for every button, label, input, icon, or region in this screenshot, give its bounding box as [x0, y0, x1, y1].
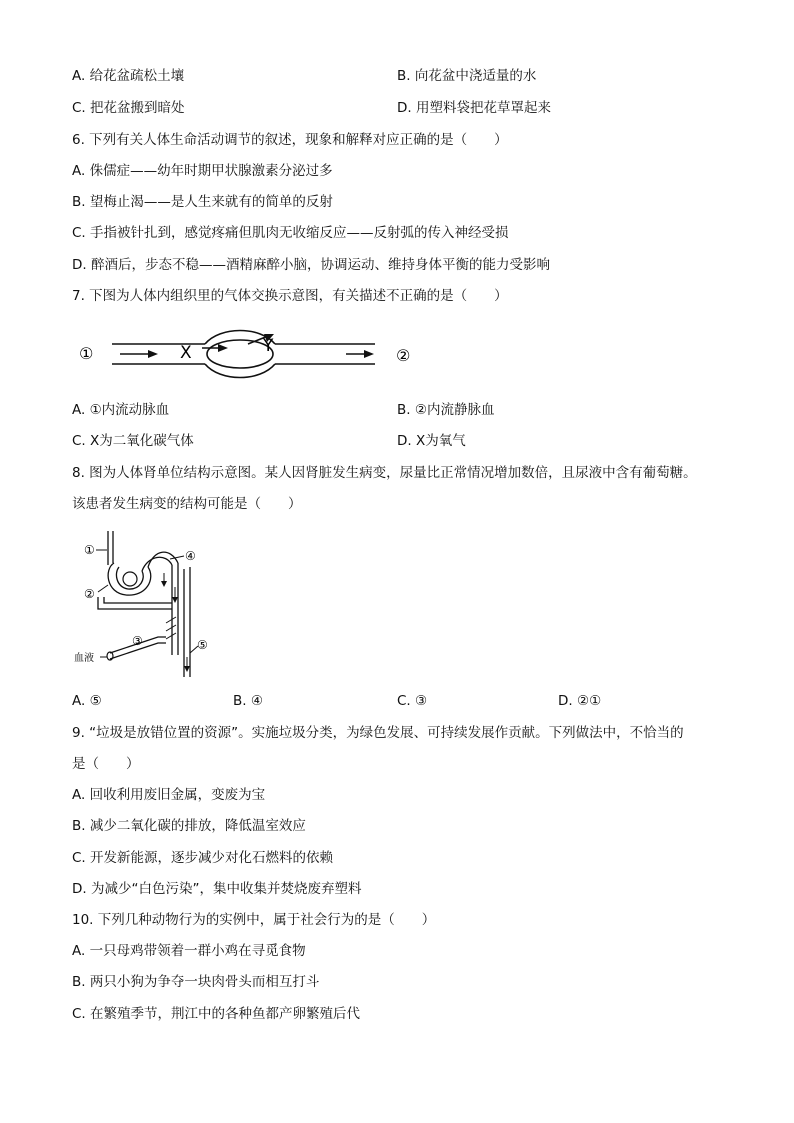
- q8-stem-line2: 该患者发生病变的结构可能是（ ）: [72, 496, 302, 512]
- gas-exchange-diagram: [70, 318, 420, 390]
- q7-option-a: A. ①内流动脉血: [72, 402, 170, 418]
- q7-option-c: C. X为二氧化碳气体: [72, 433, 194, 449]
- nephron-label-1: ①: [84, 543, 95, 557]
- q6-option-c: C. 手指被针扎到，感觉疼痛但肌肉无收缩反应——反射弧的传入神经受损: [72, 225, 509, 241]
- q6-option-b: B. 望梅止渴——是人生来就有的简单的反射: [72, 194, 333, 210]
- q9-option-a: A. 回收利用废旧金属，变废为宝: [72, 787, 266, 803]
- q8-stem-line1: 8. 图为人体肾单位结构示意图。某人因肾脏发生病变，尿量比正常情况增加数倍，且尿液中含有葡萄糖。: [72, 465, 697, 481]
- nephron-label-3: ③: [132, 634, 143, 648]
- q10-option-a: A. 一只母鸡带领着一群小鸡在寻觅食物: [72, 943, 306, 959]
- q5-option-c: C. 把花盆搬到暗处: [72, 100, 185, 116]
- nephron-label-4: ④: [185, 549, 196, 563]
- q5-option-d: D. 用塑料袋把花草罩起来: [397, 100, 551, 116]
- diagram-label-1: ①: [79, 344, 94, 363]
- diagram-label-2: ②: [396, 346, 411, 365]
- q7-option-d: D. X为氧气: [397, 433, 466, 449]
- q9-stem-line1: 9. “垃圾是放错位置的资源”。实施垃圾分类，为绿色发展、可持续发展作贡献。下列做法中，不恰当的: [72, 725, 684, 741]
- q8-option-c: C. ③: [397, 693, 428, 709]
- nephron-label-5: ⑤: [197, 638, 208, 652]
- q6-option-a: A. 侏儒症——幼年时期甲状腺激素分泌过多: [72, 163, 333, 179]
- q7-stem: 7. 下图为人体内组织里的气体交换示意图，有关描述不正确的是（ ）: [72, 288, 508, 304]
- q9-stem-line2: 是（ ）: [72, 756, 140, 772]
- q10-stem: 10. 下列几种动物行为的实例中，属于社会行为的是（ ）: [72, 912, 436, 928]
- q8-option-b: B. ④: [233, 693, 263, 709]
- nephron-label-blood: 血液: [74, 653, 94, 664]
- q6-option-d: D. 醉酒后，步态不稳——酒精麻醉小脑，协调运动、维持身体平衡的能力受影响: [72, 257, 550, 273]
- q9-option-d: D. 为减少“白色污染”，集中收集并焚烧废弃塑料: [72, 881, 362, 897]
- q10-option-b: B. 两只小狗为争夺一块肉骨头而相互打斗: [72, 974, 320, 990]
- diagram-label-y: Y: [263, 336, 274, 356]
- nephron-diagram: [74, 527, 224, 682]
- nephron-label-2: ②: [84, 587, 95, 601]
- q5-option-b: B. 向花盆中浇适量的水: [397, 68, 537, 84]
- q7-option-b: B. ②内流静脉血: [397, 402, 495, 418]
- q9-option-c: C. 开发新能源，逐步减少对化石燃料的依赖: [72, 850, 334, 866]
- diagram-label-x: X: [180, 343, 192, 363]
- q8-option-d: D. ②①: [558, 693, 602, 709]
- q8-option-a: A. ⑤: [72, 693, 102, 709]
- q9-option-b: B. 减少二氧化碳的排放，降低温室效应: [72, 818, 306, 834]
- q10-option-c: C. 在繁殖季节，荆江中的各种鱼都产卵繁殖后代: [72, 1006, 361, 1022]
- q6-stem: 6. 下列有关人体生命活动调节的叙述，现象和解释对应正确的是（ ）: [72, 132, 508, 148]
- q5-option-a: A. 给花盆疏松土壤: [72, 68, 185, 84]
